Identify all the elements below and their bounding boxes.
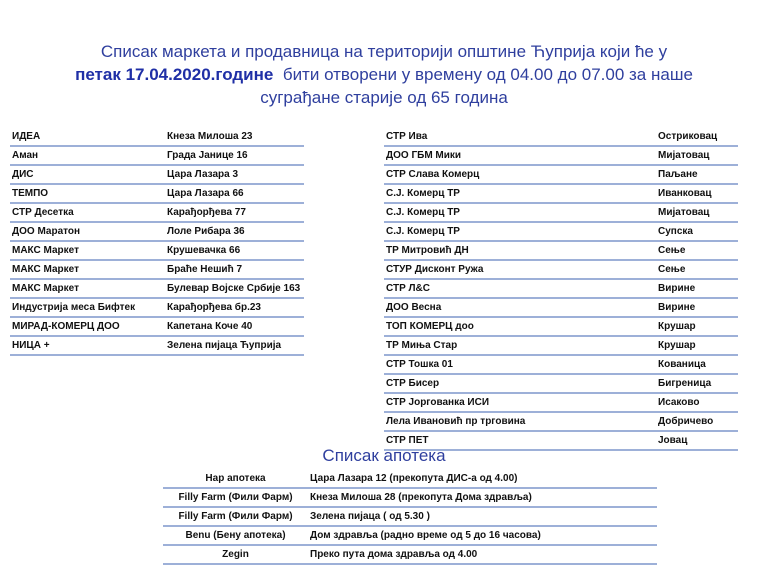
village-market-row-name: С.Ј. Комерц ТР <box>384 184 656 203</box>
pharmacy-row <box>163 545 657 564</box>
market-row <box>10 336 304 355</box>
market-row-address: Цара Лазара 3 <box>165 165 304 184</box>
village-market-row-place: Вирине <box>656 298 738 317</box>
pharmacy-row-name: Benu (Бену апотека) <box>163 526 308 545</box>
village-market-row <box>384 336 738 355</box>
village-market-row-name: СТР ПЕТ <box>384 431 656 450</box>
village-market-row <box>384 298 738 317</box>
village-market-row <box>384 260 738 279</box>
pharmacy-row-name: Нар апотека <box>163 470 308 488</box>
village-market-row-name: ДОО ГБМ Мики <box>384 146 656 165</box>
village-market-row-place: Супска <box>656 222 738 241</box>
market-row <box>10 279 304 298</box>
market-row <box>10 317 304 336</box>
village-market-row-name: СТУР Дисконт Ружа <box>384 260 656 279</box>
page-title <box>0 40 768 109</box>
village-market-row <box>384 222 738 241</box>
market-row <box>10 128 304 146</box>
market-row-address: Карађорђева 77 <box>165 203 304 222</box>
pharmacy-row <box>163 488 657 507</box>
pharmacy-row-name: Zegin <box>163 545 308 564</box>
market-row-name: ДИС <box>10 165 165 184</box>
pharmacy-row <box>163 526 657 545</box>
market-row-address: Карађорђева бр.23 <box>165 298 304 317</box>
market-row-address: Лоле Рибара 36 <box>165 222 304 241</box>
village-market-row-place: Исаково <box>656 393 738 412</box>
village-market-row <box>384 146 738 165</box>
market-row <box>10 241 304 260</box>
village-market-row-name: Лела Ивановић пр трговина <box>384 412 656 431</box>
village-market-row-name: С.Ј. Комерц ТР <box>384 222 656 241</box>
village-market-row-place: Иванковац <box>656 184 738 203</box>
village-market-row <box>384 241 738 260</box>
markets-villages-table <box>384 128 738 451</box>
market-row <box>10 146 304 165</box>
market-row <box>10 298 304 317</box>
pharmacy-row-info: Цара Лазара 12 (прекопута ДИС-а од 4.00) <box>308 470 657 488</box>
village-market-row-place: Крушар <box>656 317 738 336</box>
market-row-address: Капетана Коче 40 <box>165 317 304 336</box>
markets-town-table <box>10 128 304 356</box>
market-row <box>10 203 304 222</box>
title-date: петак 17.04.2020.године <box>75 65 274 84</box>
pharmacy-row-info: Преко пута дома здравља од 4.00 <box>308 545 657 564</box>
village-market-row-place: Добричево <box>656 412 738 431</box>
village-market-row-name: СТР Јоргованка ИСИ <box>384 393 656 412</box>
village-market-row-place: Јовац <box>656 431 738 450</box>
village-market-row-name: С.Ј. Комерц ТР <box>384 203 656 222</box>
village-market-row <box>384 203 738 222</box>
village-market-row-place: Вирине <box>656 279 738 298</box>
village-market-row <box>384 374 738 393</box>
pharmacy-row-name: Filly Farm (Фили Фарм) <box>163 507 308 526</box>
village-market-row-name: СТР Слава Комерц <box>384 165 656 184</box>
title-line-2-rest: бити отворени у времену од 04.00 до 07.00 за наше <box>282 65 693 84</box>
village-market-row-name: СТР Тошка 01 <box>384 355 656 374</box>
market-row <box>10 165 304 184</box>
village-market-row-place: Крушар <box>656 336 738 355</box>
market-row-name: СТР Десетка <box>10 203 165 222</box>
pharmacy-row-info: Зелена пијаца ( од 5.30 ) <box>308 507 657 526</box>
village-market-row-place: Сење <box>656 241 738 260</box>
market-row-address: Кнеза Милоша 23 <box>165 128 304 146</box>
title-line-1: Списак маркета и продавница на територији општине Ћуприја који ће у <box>100 42 668 61</box>
village-market-row-name: СТР Л&С <box>384 279 656 298</box>
village-market-row <box>384 279 738 298</box>
village-market-row-name: ТР Митровић ДН <box>384 241 656 260</box>
market-row-address: Града Јанице 16 <box>165 146 304 165</box>
village-market-row-name: ТОП КОМЕРЦ доо <box>384 317 656 336</box>
village-market-row <box>384 355 738 374</box>
market-row-name: МАКС Маркет <box>10 241 165 260</box>
pharmacy-row <box>163 470 657 488</box>
village-market-row <box>384 128 738 146</box>
village-market-row-place: Остриковац <box>656 128 738 146</box>
market-row <box>10 222 304 241</box>
market-row-address: Цара Лазара 66 <box>165 184 304 203</box>
pharmacy-row <box>163 507 657 526</box>
market-row-name: ДОО Маратон <box>10 222 165 241</box>
village-market-row-name: ДОО Весна <box>384 298 656 317</box>
market-row <box>10 184 304 203</box>
village-market-row-place: Паљане <box>656 165 738 184</box>
village-market-row <box>384 165 738 184</box>
title-line-3: суграђане старије од 65 година <box>260 88 508 107</box>
village-market-row <box>384 317 738 336</box>
market-row-address: Булевар Војске Србије 163 <box>165 279 304 298</box>
village-market-row-place: Сење <box>656 260 738 279</box>
village-market-row-name: ТР Миња Стар <box>384 336 656 355</box>
market-row-name: ТЕМПО <box>10 184 165 203</box>
pharmacies-table <box>163 470 657 565</box>
village-market-row-name: СТР Бисер <box>384 374 656 393</box>
village-market-row-place: Кованица <box>656 355 738 374</box>
village-market-row-place: Мијатовац <box>656 146 738 165</box>
village-market-row <box>384 412 738 431</box>
market-row-name: МИРАД-КОМЕРЦ ДОО <box>10 317 165 336</box>
pharmacy-row-name: Filly Farm (Фили Фарм) <box>163 488 308 507</box>
market-row-name: Индустрија меса Бифтек <box>10 298 165 317</box>
market-row <box>10 260 304 279</box>
pharmacy-row-info: Дом здравља (радно време од 5 до 16 часова) <box>308 526 657 545</box>
market-row-name: Аман <box>10 146 165 165</box>
pharmacies-title: Списак апотека <box>322 446 446 465</box>
village-market-row-place: Мијатовац <box>656 203 738 222</box>
market-row-name: НИЦА + <box>10 336 165 355</box>
market-row-address: Зелена пијаца Ћуприја <box>165 336 304 355</box>
village-market-row-place: Бигреница <box>656 374 738 393</box>
market-row-address: Крушевачка 66 <box>165 241 304 260</box>
village-market-row-name: СТР Ива <box>384 128 656 146</box>
market-row-name: МАКС Маркет <box>10 260 165 279</box>
village-market-row <box>384 393 738 412</box>
village-market-row <box>384 184 738 203</box>
market-row-address: Браће Нешић 7 <box>165 260 304 279</box>
title-line-2 <box>0 63 768 86</box>
pharmacy-row-info: Кнеза Милоша 28 (прекопута Дома здравља) <box>308 488 657 507</box>
market-row-name: ИДЕА <box>10 128 165 146</box>
market-row-name: МАКС Маркет <box>10 279 165 298</box>
